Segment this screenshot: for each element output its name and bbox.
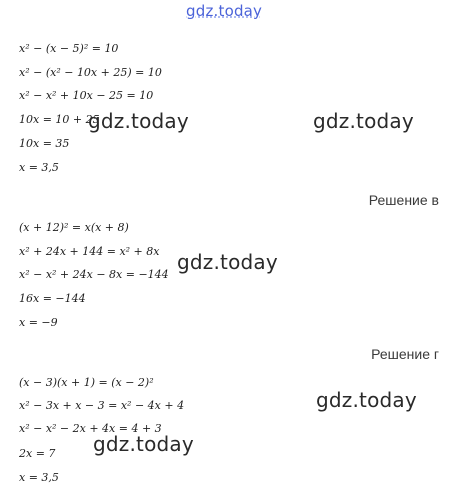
equation-line-b1: x² − (x − 5)² = 10 [19, 42, 119, 55]
watermark-2: gdz.today [313, 109, 414, 133]
watermark-3: gdz.today [177, 250, 278, 274]
equation-line-v3: x² − x² + 24x − 8x = −144 [19, 268, 169, 281]
equation-line-g4: 2x = 7 [19, 447, 56, 460]
watermark-1: gdz.today [88, 109, 189, 133]
equation-line-v2: x² + 24x + 144 = x² + 8x [19, 245, 160, 258]
equation-line-b6: x = 3,5 [19, 161, 59, 174]
equation-line-g3: x² − x² − 2x + 4x = 4 + 3 [19, 422, 162, 435]
equation-line-b3: x² − x² + 10x − 25 = 10 [19, 89, 154, 102]
equation-line-g1: (x − 3)(x + 1) = (x − 2)² [19, 376, 154, 389]
watermark-4: gdz.today [316, 388, 417, 412]
watermark-5: gdz.today [93, 432, 194, 456]
section-heading-g: Решение г [371, 346, 439, 362]
section-heading-v: Решение в [368, 192, 439, 208]
equation-line-g5: x = 3,5 [19, 471, 59, 484]
equation-line-v4: 16x = −144 [19, 292, 86, 305]
equation-line-v1: (x + 12)² = x(x + 8) [19, 221, 129, 234]
equation-line-b4: 10x = 10 + 25 [19, 113, 100, 126]
equation-line-b5: 10x = 35 [19, 137, 70, 150]
equation-line-g2: x² − 3x + x − 3 = x² − 4x + 4 [19, 399, 185, 412]
watermark-top: gdz.today [186, 2, 263, 20]
equation-line-v5: x = −9 [19, 316, 58, 329]
equation-line-b2: x² − (x² − 10x + 25) = 10 [19, 66, 162, 79]
